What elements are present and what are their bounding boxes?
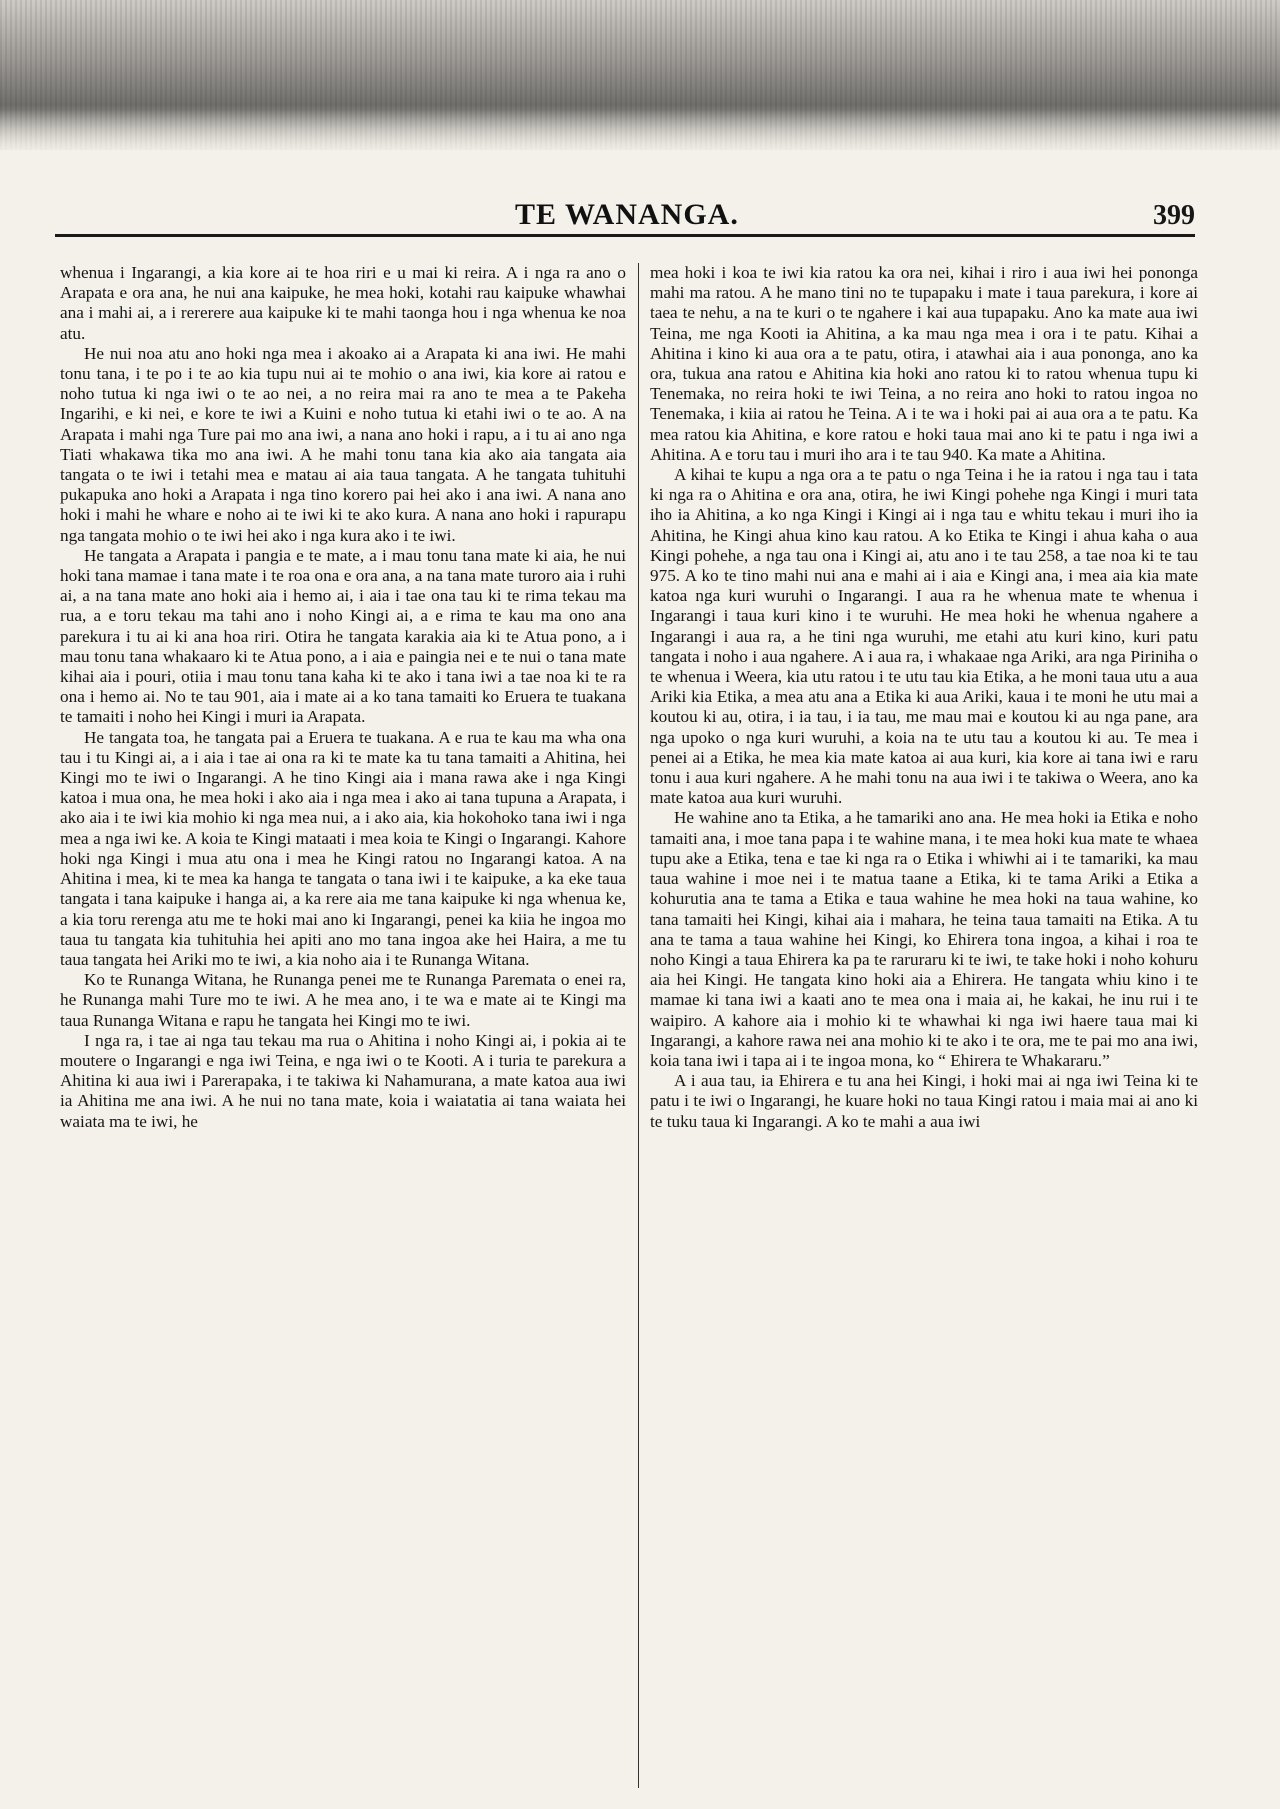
paragraph: A kihai te kupu a nga ora a te patu o nga Teina i he ia ratou i nga tau i tata ki nga ra o Ahitina e ora ana, otira, he iwi Kingi pohehe nga Kingi i muri tata iho ia Ahitina, a ko nga Kingi i Kingi ai i nga tau e whitu tekau i muri iho ia Ahitina, he Kingi ahua kino kau ratou. A ko Etika te Kingi i ahua kaha o aua Kingi pohehe, a nga tau ona i Kingi ai, atu ano i te tau 258, a tae noa ki te tau 975. A ko te tino mahi nui ana e mahi ai i aia e Kingi ana, i mea aia kia mate katoa nga kuri wuruhi o Ingarangi. I aua ra he whenua mate te whenua i Ingarangi i taua kuri kino i te wuruhi. He mea hoki he whenua ngahere a Ingarangi i aua ra, a he tini nga wuruhi, me etahi atu kuri kino, kuri patu tangata i noho i aua ngahere. A i aua ra, i whakaae nga Ariki, ara nga Piriniha o te whenua i Weera, kia utu ratou i te utu tau kia Etika, a he moni taua utu a aua Ariki kia Etika, a mea atu ana a Etika ki aua Ariki, kaua i te moni he utu mai a koutou ki au, otira, i ia tau, i ia tau, me mau mai e koutou ki au nga pane, ara nga upoko o nga kuri wuruhi, a koia na te utu tau a koutou ki au. Te mea i penei ai a Etika, he mea kia mate katoa ai aua kuri, kia kore ai tana iwi e raru tonu i aua kuri ngahere. A he mahi tonu na aua iwi i te takiwa o Weera, ano ka mate katoa aua kuri wuruhi. (650, 465, 1198, 808)
column-divider (638, 263, 639, 1788)
paragraph: Ko te Runanga Witana, he Runanga penei me te Runanga Paremata o enei ra, he Runanga mahi Ture mo te iwi. A he mea ano, i te wa e mate ai te Kingi ma taua Runanga Witana e rapu he tangata hei Kingi mo te iwi. (60, 970, 626, 1030)
paragraph: A i aua tau, ia Ehirera e tu ana hei Kingi, i hoki mai ai nga iwi Teina ki te patu i te iwi o Ingarangi, he kuare hoki no taua Kingi ratou i maia mai ai ano ki te tuku taua ki Ingarangi. A ko te mahi a aua iwi (650, 1071, 1198, 1131)
header-rule (55, 234, 1195, 237)
right-column (650, 263, 1198, 1132)
paragraph: whenua i Ingarangi, a kia kore ai te hoa riri e u mai ki reira. A i nga ra ano o Arapata e ora ana, he nui ana kaipuke, he mea hoki, kotahi rau kaipuke whawhai ana i mahi ai, a i rererere aua kaipuke ki te mahi taonga hou i nga whenua ke noa atu. (60, 263, 626, 343)
paragraph: He wahine ano ta Etika, a he tamariki ano ana. He mea hoki ia Etika e noho tamaiti ana, i moe tana papa i te wahine mana, i te mea hoki kua mate te whaea tupu ake a Etika, tena e tae ki nga ra o Etika i whiwhi ai i te tamariki, ka mau taua wahine i moe nei i te matua taane a Etika, ki te tama Ariki a Etika a kohurutia ana te tama a Etika e taua wahine he mea hoki na taua wahine, ko tana tamaiti hei Kingi, kihai aia i mahara, he teina taua tamaiti na Etika. A tu ana te tama a taua wahine hei Kingi, ko Ehirera tona ingoa, a kihai i roa te noho Kingi a taua Ehirera ka pa te raruraru ki te iwi, te take hoki i noho kohuru aia hei Kingi. He tangata kino hoki aia a Ehirera. He tangata whiu kino i te mamae ki tana iwi a kaati ano te mea ona i maia ai, he kakai, he inu rui i te waipiro. A kahore aia i mohio ki te whawhai ki nga iwi haere taua mai ki Ingarangi, a kahore rawa nei ana mohio ki te ako i te ora, me te pai mo ana iwi, koia tana iwi i tapa ai i te ingoa mona, ko “ Ehirera te Whakararu.” (650, 808, 1198, 1070)
left-column (60, 263, 626, 1132)
paragraph: He tangata a Arapata i pangia e te mate, a i mau tonu tana mate ki aia, he nui hoki tana mamae i tana mate i te roa ona e ora ana, a na tana mate turoro aia i ruhi ai, a na tana mate ano hoki aia i hemo ai, i aia i tae ona tau ki te rima tekau ma rua, a e toru tekau ma tahi ano i noho Kingi ai, a e rima te kau ma ono ana parekura i tu ai ki ana hoa riri. Otira he tangata karakia aia ki te Atua pono, a i mau tonu tana whakaaro ki te Atua pono, a i aia e paingia nei e te nui o tana mate kihai aia i pouri, otiia i mau tonu tana kaha ki te ako i tana iwi a tae noa ki te ra ona i hemo ai. No te tau 901, aia i mate ai a ko tana tamaiti ko Eruera te tuakana te tamaiti i noho hei Kingi i muri ia Arapata. (60, 545, 626, 727)
scan-smudge-fade (0, 110, 1280, 160)
paragraph: He tangata toa, he tangata pai a Eruera te tuakana. A e rua te kau ma wha ona tau i tu Kingi ai, a i aia i tae ai ona ra ki te mate ka tu tana tamaiti a Ahitina, hei Kingi mo te iwi o Ingarangi. A he tino Kingi aia i mana rawa ake i nga Kingi katoa i mua ona, he mea hoki i ako aia i nga mea i ako ai tana tupuna a Arapata, i ako aia i te iwi kia mohio ki nga mea nui, a i ako aia, kia hokohoko tana iwi i nga mea a nga iwi ke. A koia te Kingi mataati i mea koia te Kingi o Ingarangi. Kahore hoki nga Kingi i mua atu ona i mea he Kingi ratou no Ingarangi katoa. A na Ahitina i mea, ki te mea ka hanga te tangata o tana iwi i te kaipuke, a ka eke taua tangata i tana kaipuke i hanga ai, a ka rere aia me tana kaipuke ki nga whenua ke, a kia toru rerenga atu me te hoki mai ano ki Ingarangi, penei ka kiia he ingoa mo taua tu tangata kia tuhituhia hei apiti ano mo tana ingoa ake hei Haira, a me tu taua tangata hei Ariki mo te iwi, a kia noho aia i te Runanga Witana. (60, 727, 626, 969)
paragraph: mea hoki i koa te iwi kia ratou ka ora nei, kihai i riro i aua iwi hei pononga mahi ma ratou. A he mano tini no te tupapaku i mate i taua parekura, i kore ai taea te nehu, a na te kuri o te ngahere i kai aua tupapaku. Ano ka mate aua iwi Teina, me nga Kooti ia Ahitina, a ka mau nga mea i ora i te patu. Kihai a Ahitina i kino ki aua ora a te patu, otira, i atawhai aia i aua pononga, ano ka ora, tukua ana ratou e Ahitina kia hoki ano ratou ki to ratou whenua tupu ki Tenemaka, no reira hoki te iwi Teina, a no reira ano hoki to ratou ingoa no Tenemaka, i kiia ai ratou he Teina. A i te wa i hoki pai ai aua ora a te patu. Ka mea ratou kia Ahitina, e kore ratou e hoki taua mai ano ki te patu i nga iwi a Ahitina. A e toru tau i muri iho ara i te tau 940. Ka mate a Ahitina. (650, 263, 1198, 464)
paragraph: He nui noa atu ano hoki nga mea i akoako ai a Arapata ki ana iwi. He mahi tonu tana, i te po i te ao kia tupu nui ai te mohio o ana iwi, kia kore ai ratou e noho tutua ki nga iwi o te ao nei, a no reira mai ra ano te mea a te Pakeha Ingarihi, e ki nei, e kore te iwi a Kuini e noho tutua ki etahi iwi o te ao. A na Arapata i mahi nga Ture pai mo ana iwi, a nana ano hoki i rapu, a i tu ai ano nga Tiati whakawa tika mo ana iwi. A he mahi tonu tana kia ako aia tangata aia tangata o te iwi i tetahi mea e matau ai aia taua tangata. A he tangata tuhituhi pukapuka ano hoki a Arapata i nga tino korero pai hei ako i ana iwi. A nana ano hoki i mahi he whare e noho ai te iwi ki te ako kura. A nana ano hoki i rapurapu nga tangata mohio o te iwi hei ako i nga kura ako i te iwi. (60, 343, 626, 545)
page-title: TE WANANGA. (515, 198, 739, 231)
page-header (55, 196, 1195, 246)
page-number: 399 (1153, 200, 1195, 231)
paragraph: I nga ra, i tae ai nga tau tekau ma rua o Ahitina i noho Kingi ai, i pokia ai te moutere o Ingarangi e nga iwi Teina, e nga iwi o te Kooti. A i turia te parekura a Ahitina ki aua iwi i Parerapaka, i te takiwa ki Nahamurana, a mate katoa aua iwi ia Ahitina me ana iwi. A he nui no tana mate, koia i waiatatia ai tana waiata hei waiata ma te iwi, he (60, 1030, 626, 1131)
